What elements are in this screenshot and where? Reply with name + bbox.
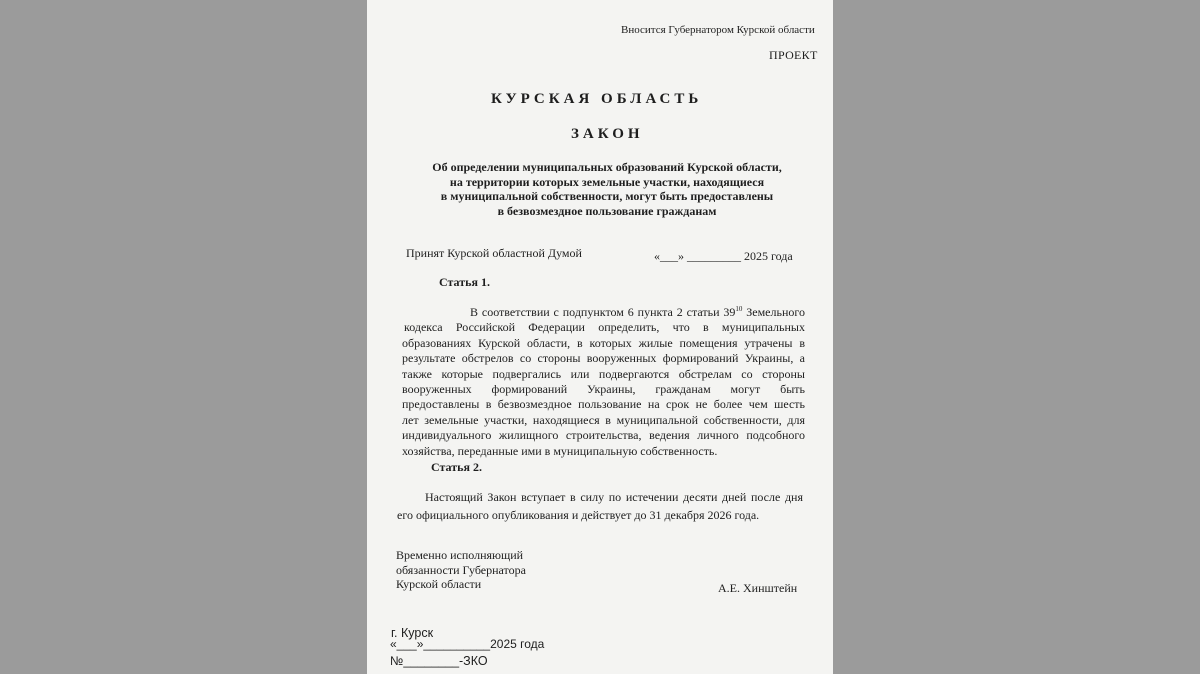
signatory-position-line: Временно исполняющий [396,548,524,562]
law-title-line: Об определении муниципальных образований Курской области, [432,160,782,174]
footer-registration-number: №________-ЗКО [390,654,488,668]
signatory-position-line: обязанности Губернатора [396,562,526,577]
region-heading: КУРСКАЯ ОБЛАСТЬ [491,91,703,107]
article-1-heading: Статья 1. [439,275,490,289]
article-1-line: также которые подвергались или подвергаются обстрелам со стороны [402,366,805,381]
article-1-text [402,306,805,460]
draft-status-label: ПРОЕКТ [769,48,818,62]
article-1-line: лет земельные участки, находящиеся в муниципальной собственности, для [402,412,805,427]
article-2-heading: Статья 2. [431,460,482,474]
law-title [407,160,807,218]
article-1-line: В соответствии с подпунктом 6 пункта 2 статьи $39^{10}$ Земельного [470,305,805,319]
adoption-statement: Принят Курской областной Думой [406,246,582,260]
signatory-position [396,548,526,592]
document-page [367,0,833,674]
law-title-line: в безвозмездное пользование гражданам [497,203,717,218]
signatory-position-line: Курской области [396,577,482,591]
article-1-line: хозяйства, переданные ими в муниципальную собственность. [402,443,718,458]
article-1-line: вооруженных формирований Украины, гражданам могут быть [402,381,805,396]
document-type-heading: ЗАКОН [571,126,644,142]
law-title-line: на территории которых земельные участки, находящиеся [449,174,765,189]
signatory-name: А.Е. Хинштейн [718,581,798,595]
article-1-line: индивидуального жилищного строительства, ведения личного подсобного [402,428,805,443]
article-2-line: Настоящий Закон вступает в силу по истечении десяти дней после дня [425,490,803,504]
article-1-line: результате обстрелов со стороны вооруженных формирований Украины, а [402,351,805,366]
article-2-line: его официального опубликования и действует до 31 декабря 2026 года. [397,508,760,522]
article-1-line: кодекса Российской Федерации определить, что в муниципальных [404,320,805,335]
article-1-line: образованиях Курской области, в которых жилые помещения утрачены в [402,335,805,350]
submitted-by-note: Вносится Губернатором Курской области [621,24,815,36]
law-title-line: в муниципальной собственности, могут быть предоставлены [440,189,774,203]
article-1-line: предоставлены в безвозмездное пользование на срок не более чем шесть [402,397,805,412]
footer-city: г. Курск [391,626,434,640]
footer-date: «___»__________2025 года [390,637,545,651]
adoption-date: «___» _________ 2025 года [654,249,793,263]
article-2-text [397,491,803,527]
